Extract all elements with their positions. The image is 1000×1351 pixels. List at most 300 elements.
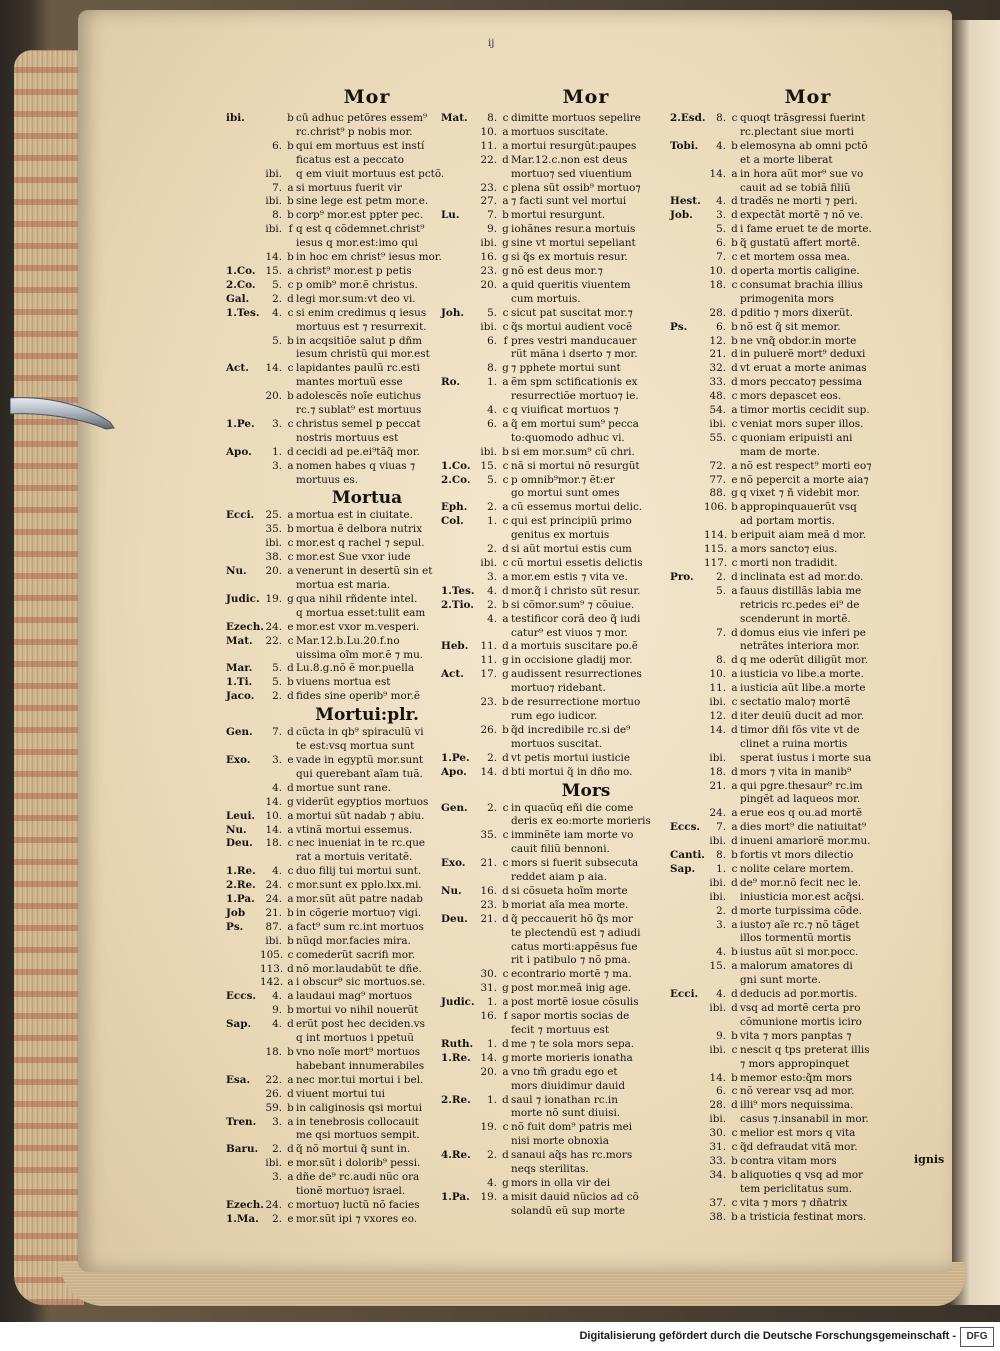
chapter-ref: 31.	[709, 1141, 726, 1154]
section-letter: e	[287, 753, 294, 766]
book-ref	[441, 815, 475, 829]
entry-text: nõ est deus mor.⁊	[511, 264, 603, 277]
section-letter: b	[287, 209, 294, 222]
book-ref	[441, 1121, 475, 1135]
chapter-ref: 30.	[480, 968, 497, 981]
book-ref	[441, 982, 475, 996]
chapter-ref: ibi.	[709, 835, 726, 848]
chapter-ref: 19.	[265, 592, 282, 605]
book-ref	[441, 487, 475, 501]
section-letter	[500, 710, 511, 724]
section-letter: b	[502, 598, 509, 611]
chapter-ref: 17.	[480, 668, 497, 681]
chapter-ref	[475, 843, 500, 857]
entry-text: sectatio malo⁊ mortẽ	[740, 696, 851, 709]
section-head: Mors	[561, 780, 611, 801]
section-letter: a	[731, 404, 738, 417]
index-line	[670, 321, 946, 335]
chapter-ref: 8.	[487, 362, 497, 375]
book-ref: Deu.	[441, 912, 468, 925]
chapter-ref: 7.	[716, 626, 726, 639]
book-ref: Jaco.	[226, 690, 255, 703]
chapter-ref: 4.	[272, 781, 282, 794]
section-letter: b	[287, 195, 294, 208]
entry-text: nisi morte obnoxia	[511, 1135, 609, 1148]
section-letter: c	[502, 857, 509, 870]
book-ref	[226, 740, 260, 754]
book-ref	[226, 768, 260, 782]
section-letter: a	[731, 459, 738, 472]
section-letter: c	[502, 515, 509, 528]
section-letter: a	[287, 823, 294, 836]
entry-text: q est q cõdemnet.christ⁹	[296, 223, 425, 236]
section-letter: a	[731, 821, 738, 834]
entry-text: et mortem ossa mea.	[740, 251, 851, 264]
chapter-ref: 35.	[480, 829, 497, 842]
section-letter: c	[287, 362, 294, 375]
book-ref	[441, 829, 475, 843]
book-ref	[441, 404, 475, 418]
section-letter	[285, 376, 296, 390]
section-letter: b	[287, 1101, 294, 1114]
chapter-ref: 14.	[480, 1051, 497, 1064]
book-ref	[226, 209, 260, 223]
entry-text: te plectendũ est ⁊ adiudi	[511, 926, 641, 939]
section-letter: a	[287, 920, 294, 933]
book-ref: Gen.	[441, 801, 468, 814]
chapter-ref: 7.	[716, 251, 726, 264]
index-line	[670, 696, 946, 710]
entry-text: econtrario mortẽ ⁊ ma.	[511, 968, 632, 981]
chapter-ref: 87.	[265, 920, 282, 933]
entry-text: habebant innumerabiles	[296, 1059, 425, 1072]
column-head: Mor	[562, 86, 610, 108]
chapter-ref: 3.	[272, 417, 282, 430]
index-line	[670, 1085, 946, 1099]
chapter-ref: 9.	[272, 1004, 282, 1017]
chapter-ref: 6.	[487, 334, 497, 347]
chapter-ref: 2.	[487, 598, 497, 611]
chapter-ref: 8.	[487, 112, 497, 124]
entry-text: gni sunt morte.	[740, 974, 821, 987]
entry-text: vsq ad mortẽ certa pro	[740, 1002, 861, 1014]
index-line	[670, 501, 946, 515]
chapter-ref	[704, 1183, 729, 1197]
book-ref	[226, 1046, 260, 1060]
entry-text: viderũt egyptios mortuos	[296, 795, 429, 808]
section-letter: d	[502, 543, 509, 556]
index-line	[670, 793, 946, 807]
section-letter: c	[287, 537, 294, 550]
book-ref	[670, 696, 704, 710]
entry-text: q̃ nõ mortui q̃ sunt in.	[296, 1143, 411, 1156]
chapter-ref: 32.	[709, 362, 726, 375]
book-ref: Ezech.	[226, 620, 264, 633]
section-letter: a	[502, 996, 509, 1009]
book-ref: Ezech.	[226, 1198, 264, 1211]
section-letter: a	[731, 779, 738, 792]
entry-text: nostris mortuus est	[296, 431, 399, 444]
chapter-ref	[260, 348, 285, 362]
index-line	[670, 168, 946, 182]
book-ref	[670, 279, 704, 293]
chapter-ref: 24.	[265, 893, 282, 906]
chapter-ref: ibi.	[265, 195, 282, 208]
index-line	[670, 460, 946, 474]
book-ref: Job.	[670, 209, 693, 222]
chapter-ref: 33.	[709, 376, 726, 389]
chapter-ref: 30.	[709, 1127, 726, 1140]
section-letter: d	[731, 223, 738, 236]
section-letter: a	[287, 1073, 294, 1086]
book-ref: Ruth.	[441, 1037, 474, 1050]
section-letter: b	[287, 334, 294, 347]
section-letter	[285, 851, 296, 865]
entry-text: iniusticia mor.est acq̃si.	[740, 890, 865, 903]
book-ref	[226, 195, 260, 209]
book-ref: 2.Tio.	[441, 598, 474, 611]
entry-text: rum ego iudicor.	[511, 709, 598, 722]
book-ref	[441, 223, 475, 237]
book-ref: Ro.	[441, 376, 461, 389]
entry-text: bti mortui q̃ in dño mo.	[511, 765, 633, 778]
section-letter: g	[731, 487, 738, 500]
section-letter	[729, 599, 740, 613]
book-ref	[441, 557, 475, 571]
book-ref	[670, 1127, 704, 1141]
entry-text: Lu.8.g.nõ ẽ mor.puella	[296, 662, 415, 675]
entry-text: iusto⁊ aĩe rc.⁊ nõ tãget	[740, 918, 860, 931]
entry-text: rit i patibulo ⁊ nõ pma.	[511, 954, 631, 967]
entry-text: christ⁹ mor.est p petis	[296, 264, 412, 277]
book-ref	[226, 579, 260, 593]
entry-text: iusticia vo libe.a morte.	[740, 668, 864, 681]
chapter-ref: 23.	[480, 181, 497, 194]
entry-text: si enim credimus q iesus	[296, 306, 427, 319]
entry-text: dimitte mortuos sepelire	[511, 112, 641, 124]
section-letter: d	[287, 1018, 294, 1031]
entry-text: nomen habes q viuas ⁊	[296, 459, 416, 472]
book-ref	[441, 265, 475, 279]
chapter-ref: 15.	[709, 960, 726, 973]
entry-text: mortuos suscitat.	[511, 737, 603, 750]
entry-text: illi⁹ mors nequissima.	[740, 1099, 854, 1112]
chapter-ref: ibi.	[709, 696, 726, 709]
book-ref	[670, 905, 704, 919]
section-letter: c	[287, 948, 294, 961]
entry-text: p omib⁹ mor.ẽ christus.	[296, 278, 418, 291]
book-ref: 1.Re.	[441, 1051, 471, 1064]
entry-text: mor.em estis ⁊ vita ve.	[511, 570, 628, 583]
section-letter	[729, 752, 740, 766]
section-letter: b	[502, 898, 509, 911]
entry-text: nec inueniat in te rc.que	[296, 837, 426, 850]
section-letter	[500, 843, 511, 857]
section-letter: d	[502, 765, 509, 778]
index-line	[670, 766, 946, 780]
chapter-ref	[260, 1060, 285, 1074]
book-ref	[670, 640, 704, 654]
chapter-ref	[475, 293, 500, 307]
entry-text: si cõmor.sum⁹ ⁊ cõuiue.	[511, 598, 635, 611]
entry-text: melior est mors q vita	[740, 1127, 856, 1140]
section-head: Mortui:plr.	[315, 705, 419, 726]
chapter-ref: 4.	[716, 139, 726, 152]
entry-text: morte nõ sunt diuisi.	[511, 1107, 621, 1120]
entry-text: cauit filiũ bennoni.	[511, 843, 610, 856]
entry-text: mortui resurgũt:paupes	[511, 139, 637, 152]
entry-text: mortua est in ciuitate.	[296, 509, 413, 522]
chapter-ref: 15.	[480, 459, 497, 472]
book-ref	[441, 1205, 475, 1219]
entry-text: q̃d defraudat vitã mor.	[740, 1141, 858, 1154]
book-ref	[670, 543, 704, 557]
dfg-logo: DFG	[960, 1327, 994, 1347]
book-ref	[670, 168, 704, 182]
index-line	[670, 195, 946, 209]
chapter-ref	[704, 932, 729, 946]
chapter-ref: 3.	[272, 1115, 282, 1128]
section-letter: c	[731, 417, 738, 430]
entry-text: plena sũt ossib⁹ mortuo⁊	[511, 181, 641, 194]
book-ref	[226, 251, 260, 265]
section-letter: c	[287, 634, 294, 647]
index-line	[670, 362, 946, 376]
section-letter: a	[287, 181, 294, 194]
book-ref	[226, 126, 260, 140]
book-ref	[441, 182, 475, 196]
book-ref	[226, 935, 260, 949]
section-letter: b	[287, 112, 294, 124]
chapter-ref	[260, 154, 285, 168]
index-line	[670, 974, 946, 988]
entry-text: illos tormentũ mortis	[740, 932, 852, 945]
section-letter: c	[731, 278, 738, 291]
section-letter	[285, 768, 296, 782]
entry-text: netrãtes interiora mor.	[740, 640, 860, 653]
book-ref: 1.Co.	[441, 459, 471, 472]
chapter-ref	[475, 348, 500, 362]
chapter-ref	[260, 740, 285, 754]
chapter-ref	[704, 154, 729, 168]
section-letter	[729, 640, 740, 654]
index-line	[670, 1197, 946, 1211]
section-letter: b	[502, 209, 509, 222]
section-letter: e	[731, 473, 738, 486]
column-head: Mor	[343, 86, 391, 108]
index-line	[670, 154, 946, 168]
section-letter: d	[502, 153, 509, 166]
entry-text: q viuificat mortuos ⁊	[511, 404, 619, 417]
section-letter: c	[287, 306, 294, 319]
index-line	[670, 1099, 946, 1113]
entry-text: fact⁹ sum rc.int mortuos	[296, 920, 424, 933]
book-ref	[441, 432, 475, 446]
book-ref	[670, 390, 704, 404]
section-letter: c	[502, 181, 509, 194]
chapter-ref: 16.	[480, 884, 497, 897]
section-letter: b	[287, 523, 294, 536]
book-ref	[670, 404, 704, 418]
section-letter: g	[502, 362, 509, 375]
book-ref	[226, 321, 260, 335]
chapter-ref	[260, 851, 285, 865]
entry-text: aliquoties q vsq ad mor	[740, 1168, 864, 1181]
book-ref: Eph.	[441, 501, 468, 514]
book-ref: Leui.	[226, 809, 256, 822]
section-letter: c	[731, 1127, 738, 1140]
book-ref	[226, 963, 260, 977]
chapter-ref: 14.	[265, 823, 282, 836]
entry-text: uissima oĩm mor.ẽ ⁊ mu.	[296, 648, 424, 661]
book-ref	[441, 293, 475, 307]
section-letter: c	[502, 829, 509, 842]
book-ref	[670, 1030, 704, 1044]
entry-text: nõ est respect⁹ morti eo⁊	[740, 459, 872, 472]
index-line	[670, 585, 946, 599]
entry-text: mors ⁊ vita in manib⁹	[740, 765, 852, 778]
index-line	[670, 1044, 946, 1058]
index-line	[670, 710, 946, 724]
entry-text: q me oderũt diligũt mor.	[740, 654, 869, 667]
section-letter: d	[731, 723, 738, 736]
book-ref: 2.Re.	[441, 1093, 471, 1106]
chapter-ref: ibi.	[480, 320, 497, 333]
entry-text: dñe de⁹ rc.audi nũc ora	[296, 1171, 420, 1184]
section-letter: g	[502, 223, 509, 236]
section-letter: a	[731, 807, 738, 820]
section-letter: b	[731, 320, 738, 333]
entry-text: mor.sũt ipi ⁊ vxores eo.	[296, 1212, 418, 1225]
entry-text: me ⁊ te sola mors sepa.	[511, 1037, 635, 1050]
chapter-ref	[260, 376, 285, 390]
section-letter: a	[731, 682, 738, 695]
section-letter: a	[287, 809, 294, 822]
section-letter: c	[502, 306, 509, 319]
section-letter	[729, 154, 740, 168]
entry-text: Mar.12.c.non est deus	[511, 153, 628, 166]
section-letter	[285, 126, 296, 140]
chapter-ref: 142.	[260, 976, 284, 989]
section-letter	[729, 793, 740, 807]
book-ref	[670, 182, 704, 196]
entry-text: nolite celare mortem.	[740, 862, 854, 875]
fore-edge	[14, 50, 84, 1305]
section-letter: g	[287, 592, 294, 605]
book-ref	[441, 941, 475, 955]
chapter-ref: 6.	[716, 1085, 726, 1098]
chapter-ref: 2.	[716, 570, 726, 583]
chapter-ref: ibi.	[265, 1157, 282, 1170]
section-letter	[729, 446, 740, 460]
section-letter	[500, 815, 511, 829]
entry-text: rc.plectant siue morti	[740, 125, 854, 138]
book-ref	[670, 237, 704, 251]
book-ref: Judic.	[441, 996, 475, 1009]
entry-text: Mar.12.b.Lu.20.f.no	[296, 634, 400, 647]
book-ref	[226, 237, 260, 251]
book-ref	[226, 1129, 260, 1143]
entry-text: expectãt mortẽ ⁊ nõ ve.	[740, 209, 864, 222]
book-ref	[441, 168, 475, 182]
section-letter	[285, 607, 296, 621]
index-line	[670, 738, 946, 752]
chapter-ref: 7.	[487, 209, 497, 222]
book-ref	[226, 390, 260, 404]
section-letter: b	[731, 946, 738, 959]
section-letter: g	[502, 264, 509, 277]
chapter-ref	[260, 474, 285, 488]
chapter-ref	[260, 1185, 285, 1199]
entry-text: vt eruat a morte animas	[740, 362, 867, 375]
book-ref: Mar.	[226, 662, 253, 675]
chapter-ref: 5.	[487, 306, 497, 319]
entry-text: cũcta in qb⁹ spiraculũ vi	[296, 726, 424, 739]
chapter-ref: 18.	[265, 1046, 282, 1058]
section-letter: c	[502, 968, 509, 981]
book-ref	[226, 223, 260, 237]
section-letter: d	[502, 1093, 509, 1106]
section-letter	[729, 738, 740, 752]
chapter-ref	[704, 182, 729, 196]
entry-text: ad portam mortis.	[740, 515, 835, 528]
index-line	[670, 821, 946, 835]
entry-text: iter deuiũ ducit ad mor.	[740, 709, 865, 722]
chapter-ref: 8.	[716, 112, 726, 124]
section-letter: d	[731, 626, 738, 639]
book-ref	[670, 154, 704, 168]
section-letter	[285, 404, 296, 418]
book-ref	[441, 348, 475, 362]
book-ref: 1.Pe.	[441, 751, 470, 764]
chapter-ref: 2.	[272, 1212, 282, 1225]
chapter-ref: 20.	[265, 390, 282, 403]
chapter-ref	[475, 390, 500, 404]
entry-text: ficatus est a peccato	[296, 153, 404, 166]
book-ref: Ecci.	[670, 988, 699, 1001]
book-ref	[441, 126, 475, 140]
index-line	[670, 724, 946, 738]
entry-text: cũ mortui essetis delictis	[511, 557, 643, 569]
entry-text: nescit q tps preterat illis	[740, 1043, 870, 1056]
entry-text: si cõsueta hoĩm morte	[511, 884, 628, 897]
chapter-ref: 2.	[272, 1143, 282, 1156]
chapter-ref: 7.	[272, 726, 282, 739]
book-ref	[670, 724, 704, 738]
chapter-ref: 4.	[272, 990, 282, 1003]
book-ref	[670, 376, 704, 390]
book-ref	[226, 1088, 260, 1102]
chapter-ref: 10.	[480, 125, 497, 138]
entry-text: mors sancto⁊ eius.	[740, 543, 838, 556]
entry-text: clinet a ruina mortis	[740, 737, 848, 750]
section-letter: b	[731, 529, 738, 542]
index-line	[670, 112, 946, 126]
section-letter: a	[287, 459, 294, 472]
entry-text: morte turpissima cõde.	[740, 904, 863, 917]
chapter-ref	[260, 649, 285, 663]
book-ref	[441, 968, 475, 982]
book-ref	[441, 571, 475, 585]
entry-text: adolescẽs noĩe eutichus	[296, 390, 422, 403]
section-letter: d	[502, 1037, 509, 1050]
book-ref	[670, 599, 704, 613]
section-letter: d	[731, 348, 738, 361]
book-ref: Sap.	[670, 862, 696, 875]
entry-text: mortuo⁊ sed viuentium	[511, 167, 632, 180]
book-ref	[226, 404, 260, 418]
chapter-ref: 4.	[716, 988, 726, 1001]
